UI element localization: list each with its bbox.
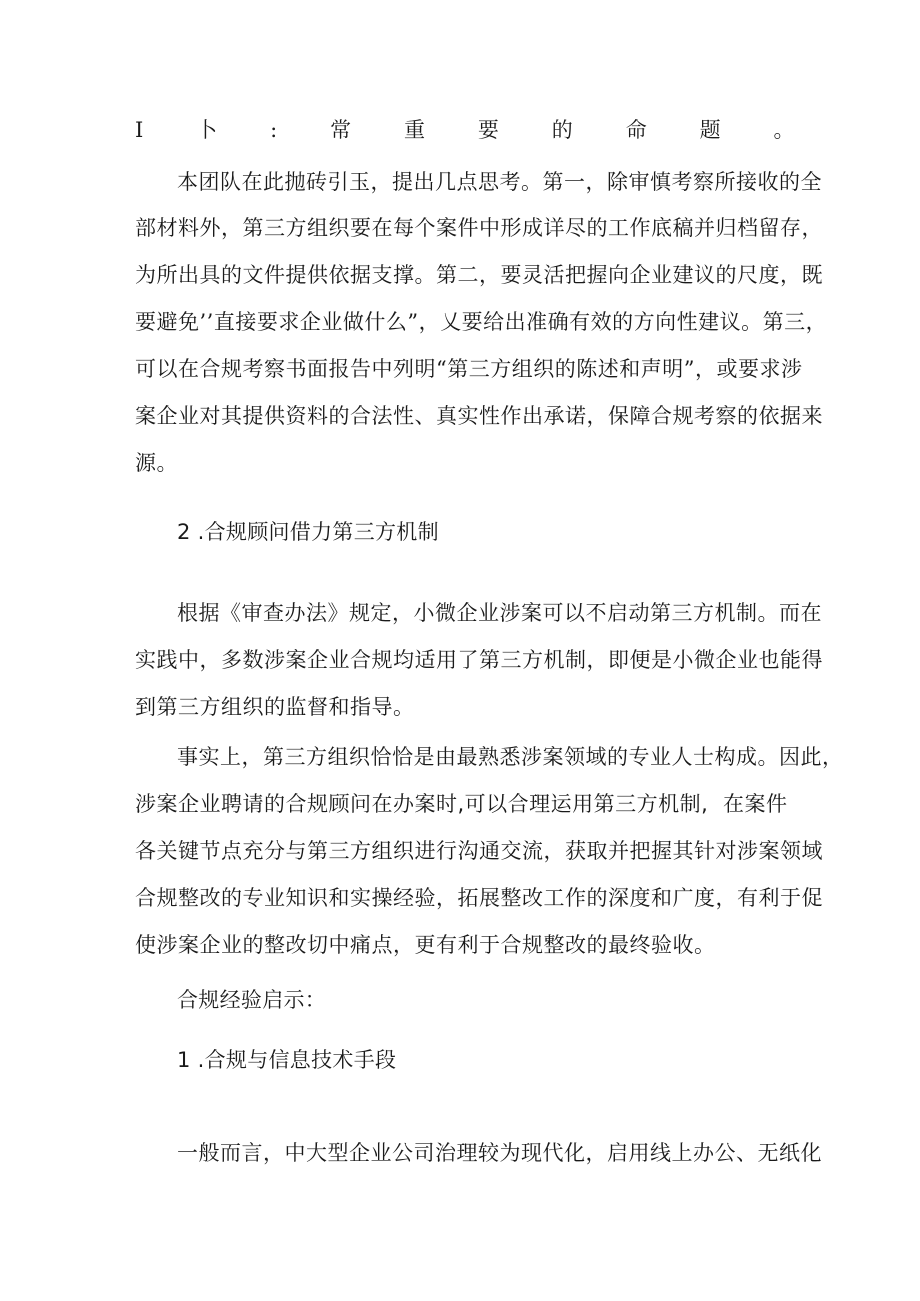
paragraph-line: 在案件 <box>723 792 788 816</box>
paragraph-line: 到第三方组织的监督和指导。 <box>135 695 415 719</box>
paragraph-line: 要避免’’直接要求企业做什么”，乂要给出准确有效的方向性建议。第三， <box>135 310 828 334</box>
paragraph-line: 各关键节点充分与第三方组织进行沟通交流，获取并把握其针对涉案领域 <box>135 839 823 863</box>
section-heading: 合规经验启示： <box>177 988 327 1012</box>
paragraph-line: 可以在合规考察书面报告中列明“第三方组织的陈述和声明”，或要求涉 <box>135 357 803 381</box>
paragraph-line: 本团队在此抛砖引玉，提出几点思考。第一，除审慎考察所接收的全 <box>177 170 822 194</box>
paragraph-line: 合规整改的专业知识和实操经验，拓展整改工作的深度和广度，有利于促 <box>135 886 823 910</box>
paragraph-line: 源。 <box>135 451 178 475</box>
paragraph-line: 事实上，第三方组织恰恰是由最熟悉涉案领域的专业人士构成。因此， <box>177 745 844 769</box>
paragraph-line: 使涉案企业的整改切中痛点，更有利于合规整改的最终验收。 <box>135 933 716 957</box>
emphasized-line: 涉案企业聘请的合规顾问在办案时,可以合理运用第三方机制, <box>135 792 709 816</box>
section-heading: 1 .合规与信息技术手段 <box>177 1048 397 1072</box>
paragraph-line: I卜:常重要的命题。 <box>135 118 795 142</box>
paragraph-line: 案企业对其提供资料的合法性、真实性作出承诺，保障合规考察的依据来 <box>135 404 823 428</box>
section-heading: 2 .合规顾问借力第三方机制 <box>177 520 439 544</box>
paragraph-line: 部材料外，第三方组织要在每个案件中形成详尽的工作底稿并归档留存， <box>135 216 823 240</box>
paragraph-line: 为所出具的文件提供依据支撑。第二，要灵活把握向企业建议的尺度，既 <box>135 263 823 287</box>
paragraph-line: 根据《审查办法》规定，小微企业涉案可以不启动第三方机制。而在 <box>177 601 822 625</box>
paragraph-line: 一般而言，中大型企业公司治理较为现代化，启用线上办公、无纸化 <box>177 1141 822 1165</box>
paragraph-line: 实践中，多数涉案企业合规均适用了第三方机制，即便是小微企业也能得 <box>135 648 823 672</box>
